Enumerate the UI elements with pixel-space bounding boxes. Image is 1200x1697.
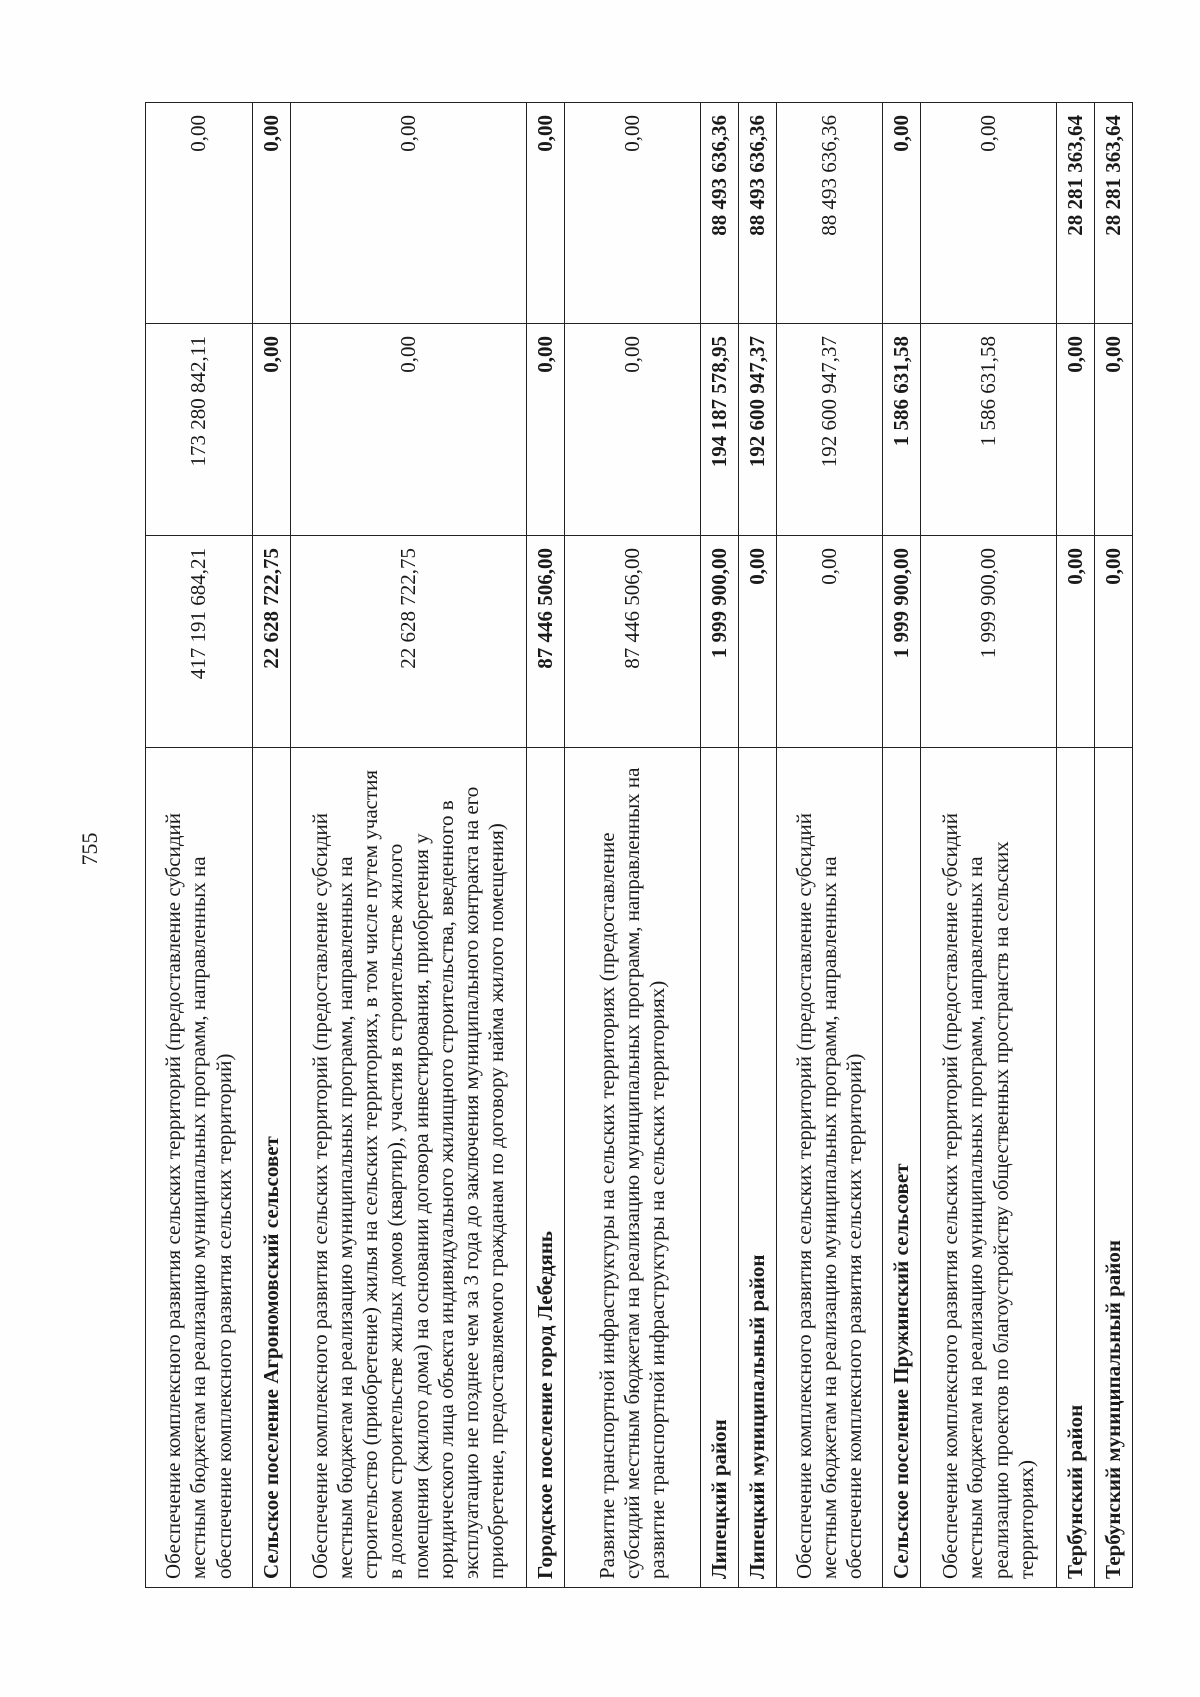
row-description: Сельское поселение Агрономовский сельсовет (253, 748, 291, 1588)
table-row (701, 103, 739, 1588)
row-value-1: 0,00 (1057, 536, 1095, 748)
row-value-1: 1 999 900,00 (921, 536, 1057, 748)
row-value-2: 0,00 (565, 324, 701, 536)
row-value-3: 0,00 (921, 103, 1057, 324)
row-description: Тербунский муниципальный район (1095, 748, 1133, 1588)
row-value-1: 87 446 506,00 (565, 536, 701, 748)
row-value-2: 192 600 947,37 (739, 324, 777, 536)
row-value-1: 22 628 722,75 (291, 536, 527, 748)
page-number: 755 (77, 832, 102, 866)
row-value-3: 0,00 (146, 103, 253, 324)
row-value-2: 0,00 (291, 324, 527, 536)
table-row (777, 103, 883, 1588)
row-description: Липецкий муниципальный район (739, 748, 777, 1588)
row-value-3: 28 281 363,64 (1095, 103, 1133, 324)
row-value-2: 1 586 631,58 (883, 324, 921, 536)
row-value-2: 0,00 (527, 324, 565, 536)
row-description: Липецкий район (701, 748, 739, 1588)
table-row (739, 103, 777, 1588)
row-value-3: 0,00 (565, 103, 701, 324)
row-description: Обеспечение комплексного развития сельских территорий (предоставление субсидий местным бюджетам на реализацию муниципальных программ, направленных на реализацию проектов по благоустройству общественных пространств на сельских территориях) (921, 748, 1057, 1588)
row-value-1: 87 446 506,00 (527, 536, 565, 748)
row-value-2: 0,00 (1057, 324, 1095, 536)
row-value-3: 88 493 636,36 (701, 103, 739, 324)
row-value-2: 0,00 (253, 324, 291, 536)
table-row (527, 103, 565, 1588)
row-value-3: 28 281 363,64 (1057, 103, 1095, 324)
row-description: Обеспечение комплексного развития сельских территорий (предоставление субсидий местным бюджетам на реализацию муниципальных программ, направленных на обеспечение комплексного развития сельских территорий) (146, 748, 253, 1588)
row-description: Развитие транспортной инфраструктуры на сельских территориях (предоставление субсидий местным бюджетам на реализацию муниципальных программ, направленных на развитие транспортной инфраструктуры на сельских территориях) (565, 748, 701, 1588)
row-description: Тербунский район (1057, 748, 1095, 1588)
row-value-3: 88 493 636,36 (777, 103, 883, 324)
table-row (1057, 103, 1095, 1588)
row-value-2: 0,00 (1095, 324, 1133, 536)
row-value-3: 0,00 (253, 103, 291, 324)
table-row (565, 103, 701, 1588)
rotated-table-container (145, 103, 1125, 1588)
row-value-1: 22 628 722,75 (253, 536, 291, 748)
row-value-3: 0,00 (883, 103, 921, 324)
table-row (291, 103, 527, 1588)
row-value-3: 0,00 (291, 103, 527, 324)
row-value-1: 0,00 (777, 536, 883, 748)
row-description: Обеспечение комплексного развития сельских территорий (предоставление субсидий местным бюджетам на реализацию муниципальных программ, направленных на строительство (приобретение) жилья на сельских территориях, в том числе путем участия в долевом строительстве жилых домов (квартир), участия в строительстве жилого помещения (жилого дома) на основании договора инвестирования, приобретения у юридического лица объекта индивидуального жилищного строительства, введенного в эксплуатацию не позднее чем за 3 года до заключения муниципального контракта на его приобретение, предоставляемого гражданам по договору найма жилого помещения) (291, 748, 527, 1588)
row-description: Городское поселение город Лебедянь (527, 748, 565, 1588)
row-description: Обеспечение комплексного развития сельских территорий (предоставление субсидий местным бюджетам на реализацию муниципальных программ, направленных на обеспечение комплексного развития сельских территорий) (777, 748, 883, 1588)
row-value-2: 192 600 947,37 (777, 324, 883, 536)
row-value-2: 194 187 578,95 (701, 324, 739, 536)
row-description: Сельское поселение Пружинский сельсовет (883, 748, 921, 1588)
row-value-1: 1 999 900,00 (883, 536, 921, 748)
row-value-3: 88 493 636,36 (739, 103, 777, 324)
row-value-1: 0,00 (1095, 536, 1133, 748)
row-value-1: 417 191 684,21 (146, 536, 253, 748)
row-value-2: 173 280 842,11 (146, 324, 253, 536)
table-row (921, 103, 1057, 1588)
table-row (1095, 103, 1133, 1588)
table-row (253, 103, 291, 1588)
budget-table (145, 102, 1133, 1588)
table-row (146, 103, 253, 1588)
table-row (883, 103, 921, 1588)
row-value-1: 1 999 900,00 (701, 536, 739, 748)
row-value-1: 0,00 (739, 536, 777, 748)
row-value-3: 0,00 (527, 103, 565, 324)
row-value-2: 1 586 631,58 (921, 324, 1057, 536)
